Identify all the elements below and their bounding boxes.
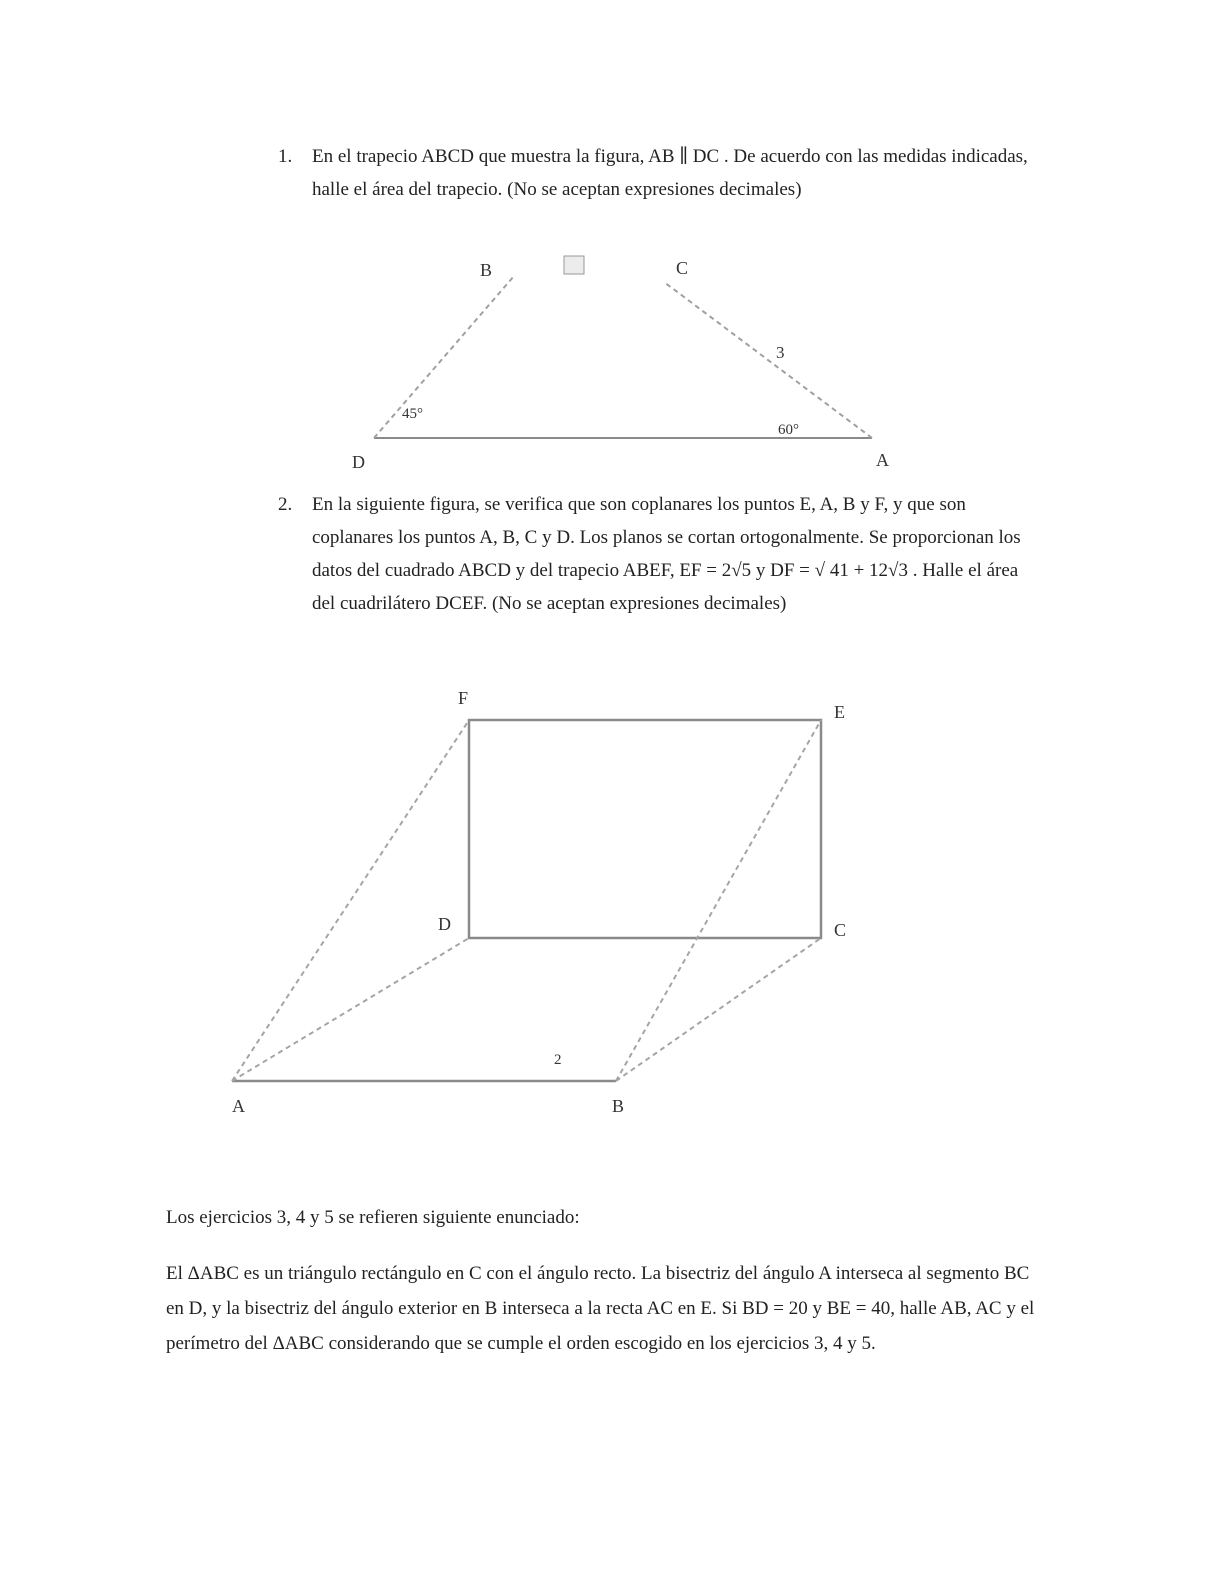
trapezoid-figure — [0, 0, 1224, 480]
problem-2 — [278, 488, 1046, 620]
vertex-label-b: B — [480, 260, 493, 280]
vertex-label-a: A — [876, 450, 889, 470]
angle-label-60: 60° — [778, 422, 799, 438]
vertex-label-c: C — [834, 920, 847, 940]
vertex-label-d: D — [438, 914, 451, 934]
problem-2-number: 2. — [278, 494, 293, 515]
problem-1-number: 1. — [278, 146, 293, 167]
problem-1-text: En el trapecio ABCD que muestra la figura, AB ∥ DC . De acuerdo con las medidas indicadas, halle el área del trapecio. (No se aceptan expresiones decimales) — [312, 146, 1028, 200]
vertex-label-b: B — [612, 1096, 625, 1116]
problem-2-text: En la siguiente figura, se verifica que son coplanares los puntos E, A, B y F, y que son coplanares los puntos A, B, C y D. Los planos se cortan ortogonalmente. Se proporcionan los datos del cuadrado ABCD y del trapecio ABEF, EF = 2√5 y DF = √ 41 + 12√3 . Halle el área del cuadrilátero DCEF. (No se aceptan expresiones decimales) — [312, 494, 1021, 614]
vertex-label-f: F — [458, 688, 469, 708]
side-label-2: 2 — [554, 1052, 562, 1068]
prism-figure — [0, 660, 1224, 1140]
vertex-label-d: D — [352, 452, 365, 472]
angle-label-45: 45° — [402, 406, 423, 422]
vertex-label-e: E — [834, 702, 845, 722]
vertex-label-c: C — [676, 258, 689, 278]
symbol-box — [564, 256, 584, 274]
exercise-instructions: Los ejercicios 3, 4 y 5 se refieren siguiente enunciado: — [166, 1207, 580, 1228]
vertex-label-a: A — [232, 1096, 245, 1116]
exercise-statement: El ΔABC es un triángulo rectángulo en C con el ángulo recto. La bisectriz del ángulo A interseca al segmento BC en D, y la bisectriz del ángulo exterior en B interseca a la recta AC en E. Si BD = 20 y BE = 40, halle AB, AC y el perímetro del ΔABC considerando que se cumple el orden escogido en los ejercicios 3, 4 y 5. — [166, 1263, 1035, 1354]
side-label-3: 3 — [776, 343, 785, 362]
